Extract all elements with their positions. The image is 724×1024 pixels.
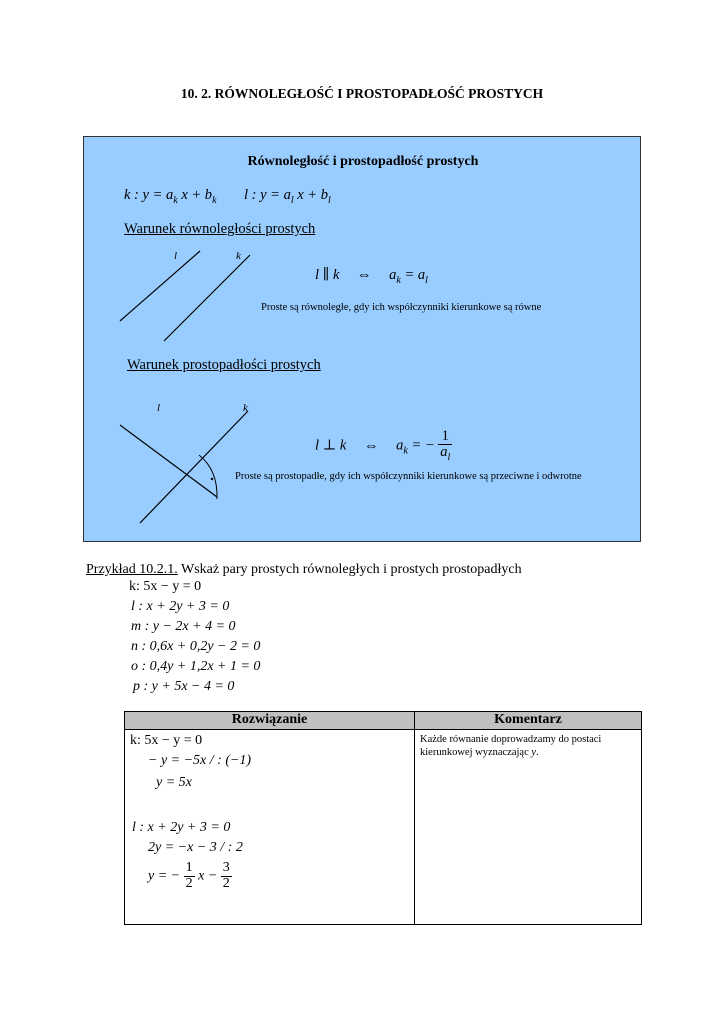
solution-line: l : x + 2y + 3 = 0	[132, 820, 231, 835]
line-diagrams	[84, 137, 642, 543]
perp-label-l: l	[157, 402, 161, 414]
equation-k: k : $y = a_k$ $x + b_k$	[124, 187, 217, 206]
perp-fraction: $\frac{1}{a_l}$	[440, 428, 451, 464]
right-angle-dot	[211, 478, 213, 480]
equation-l: l : $y = a_l$ $x + b_l$	[244, 187, 331, 206]
example-eq-k: k: 5x − y = 0	[129, 579, 202, 594]
header-solution: Rozwiązanie	[125, 712, 415, 730]
solution-line: y = 5x	[156, 775, 192, 790]
parallel-line-l	[120, 251, 200, 321]
parallel-note: Proste są równoległe, gdy ich współczynniki kierunkowe są równe	[261, 302, 542, 313]
example-heading: Przykład 10.2.1. Wskaż pary prostych równoległych i prostych prostopadłych	[86, 562, 522, 577]
perp-label-k: k	[243, 402, 248, 414]
perpendicular-formula: l ⊥ k ⇔ $a_k$ = − $\frac{1}{a_l}$	[315, 428, 451, 464]
solution-line: 2y = −x − 3 / : 2	[148, 840, 243, 855]
page-title: 10. 2. RÓWNOLEGŁOŚĆ I PROSTOPADŁOŚĆ PROSTYCH	[180, 86, 544, 101]
parallel-heading: Warunek równoległości prostych	[124, 221, 316, 237]
perp-line-k	[140, 411, 248, 523]
parallel-line-k	[164, 255, 250, 341]
right-angle-arc	[199, 455, 217, 499]
header-comment: Komentarz	[415, 712, 642, 730]
comment-text: Każde równanie doprowadzamy do postaci kierunkowej wyznaczając y.	[420, 734, 602, 759]
example-eq-n: n : 0,6x + 0,2y − 2 = 0	[131, 639, 261, 654]
parallel-formula: l ∥ k ⇔ $a_k = a_l$	[315, 267, 428, 286]
box-title: Równoległość i prostopadłość prostych	[247, 154, 479, 169]
example-eq-m: m : y − 2x + 4 = 0	[131, 619, 236, 634]
example-eq-o: o : 0,4y + 1,2x + 1 = 0	[131, 659, 261, 674]
comment-cell	[415, 730, 642, 925]
perpendicular-note: Proste są prostopadłe, gdy ich współczynniki kierunkowe są przeciwne i odwrotne	[235, 471, 582, 482]
example-eq-l: l : x + 2y + 3 = 0	[131, 599, 230, 614]
solution-line: k: 5x − y = 0	[130, 733, 203, 748]
parallel-label-l: l	[174, 250, 178, 262]
perpendicular-heading: Warunek prostopadłości prostych	[127, 357, 321, 373]
parallel-label-k: k	[236, 250, 241, 262]
perp-line-l	[120, 425, 217, 497]
theory-box	[83, 136, 641, 542]
solution-cell	[125, 730, 415, 925]
solution-line: − y = −5x / : (−1)	[148, 753, 252, 768]
solution-fraction-line: y = − $\frac{1}{2}$ x − $\frac{3}{2}$	[148, 860, 230, 891]
solution-table	[124, 711, 642, 925]
example-eq-p: p : y + 5x − 4 = 0	[133, 679, 235, 694]
